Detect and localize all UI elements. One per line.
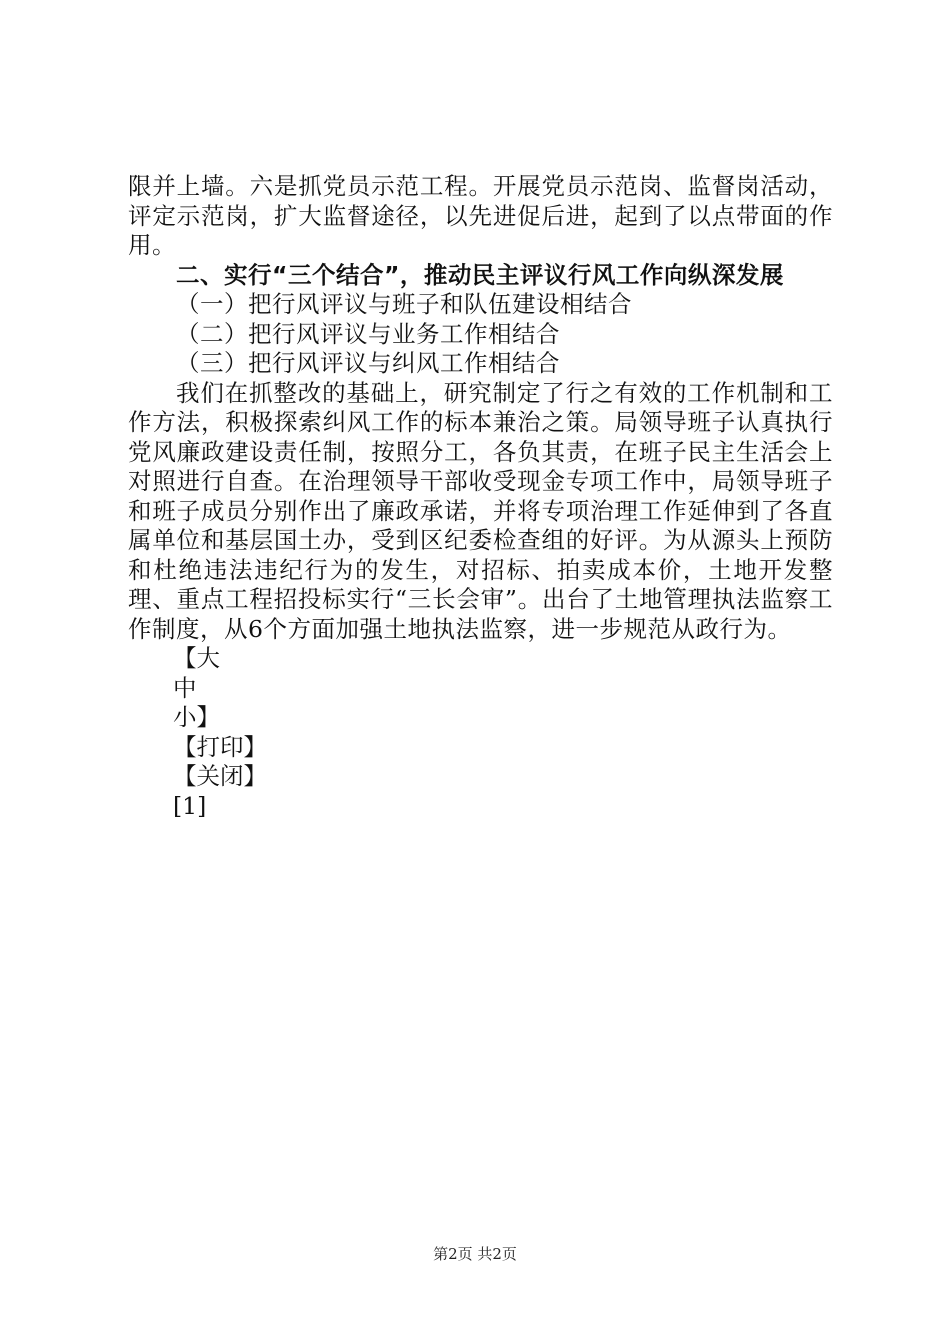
close-link[interactable]: 【关闭】 [173, 762, 267, 790]
document-body [128, 172, 833, 821]
page-1-link[interactable]: [1] [173, 791, 207, 820]
font-size-large-link[interactable]: 【大 [173, 644, 220, 672]
print-link[interactable]: 【打印】 [173, 732, 267, 761]
subheading-1: （一）把行风评议与班子和队伍建设相结合 [176, 290, 632, 318]
subheading-3: （三）把行风评议与纠风工作相结合 [176, 349, 560, 377]
font-size-medium-link[interactable]: 中 [173, 673, 197, 702]
font-size-small-link[interactable]: 小】 [173, 703, 220, 731]
section-heading: 二、实行“三个结合”，推动民主评议行风工作向纵深发展 [176, 260, 784, 289]
body-paragraph: 限并上墙。六是抓党员示范工程。开展党员示范岗、监督岗活动，评定示范岗，扩大监督途径，以先进促后进，起到了以点带面的作用。 [128, 172, 833, 259]
subheading-2: （二）把行风评议与业务工作相结合 [176, 319, 560, 348]
body-paragraph: 我们在抓整改的基础上，研究制定了行之有效的工作机制和工作方法，积极探索纠风工作的标本兼治之策。局领导班子认真执行党风廉政建设责任制，按照分工，各负其责，在班子民主生活会上对照进行自查。在治理领导干部收受现金专项工作中，局领导班子和班子成员分别作出了廉政承诺，并将专项治理工作延伸到了各直属单位和基层国土办，受到区纪委检查组的好评。为从源头上预防和杜绝违法违纪行为的发生，对招标、拍卖成本价，土地开发整理、重点工程招投标实行“三长会审”。出台了土地管理执法监察工作制度，从6个方面加强土地执法监察，进一步规范从政行为。 [128, 378, 833, 643]
page-indicator: 第2页 共2页 [433, 1245, 517, 1263]
